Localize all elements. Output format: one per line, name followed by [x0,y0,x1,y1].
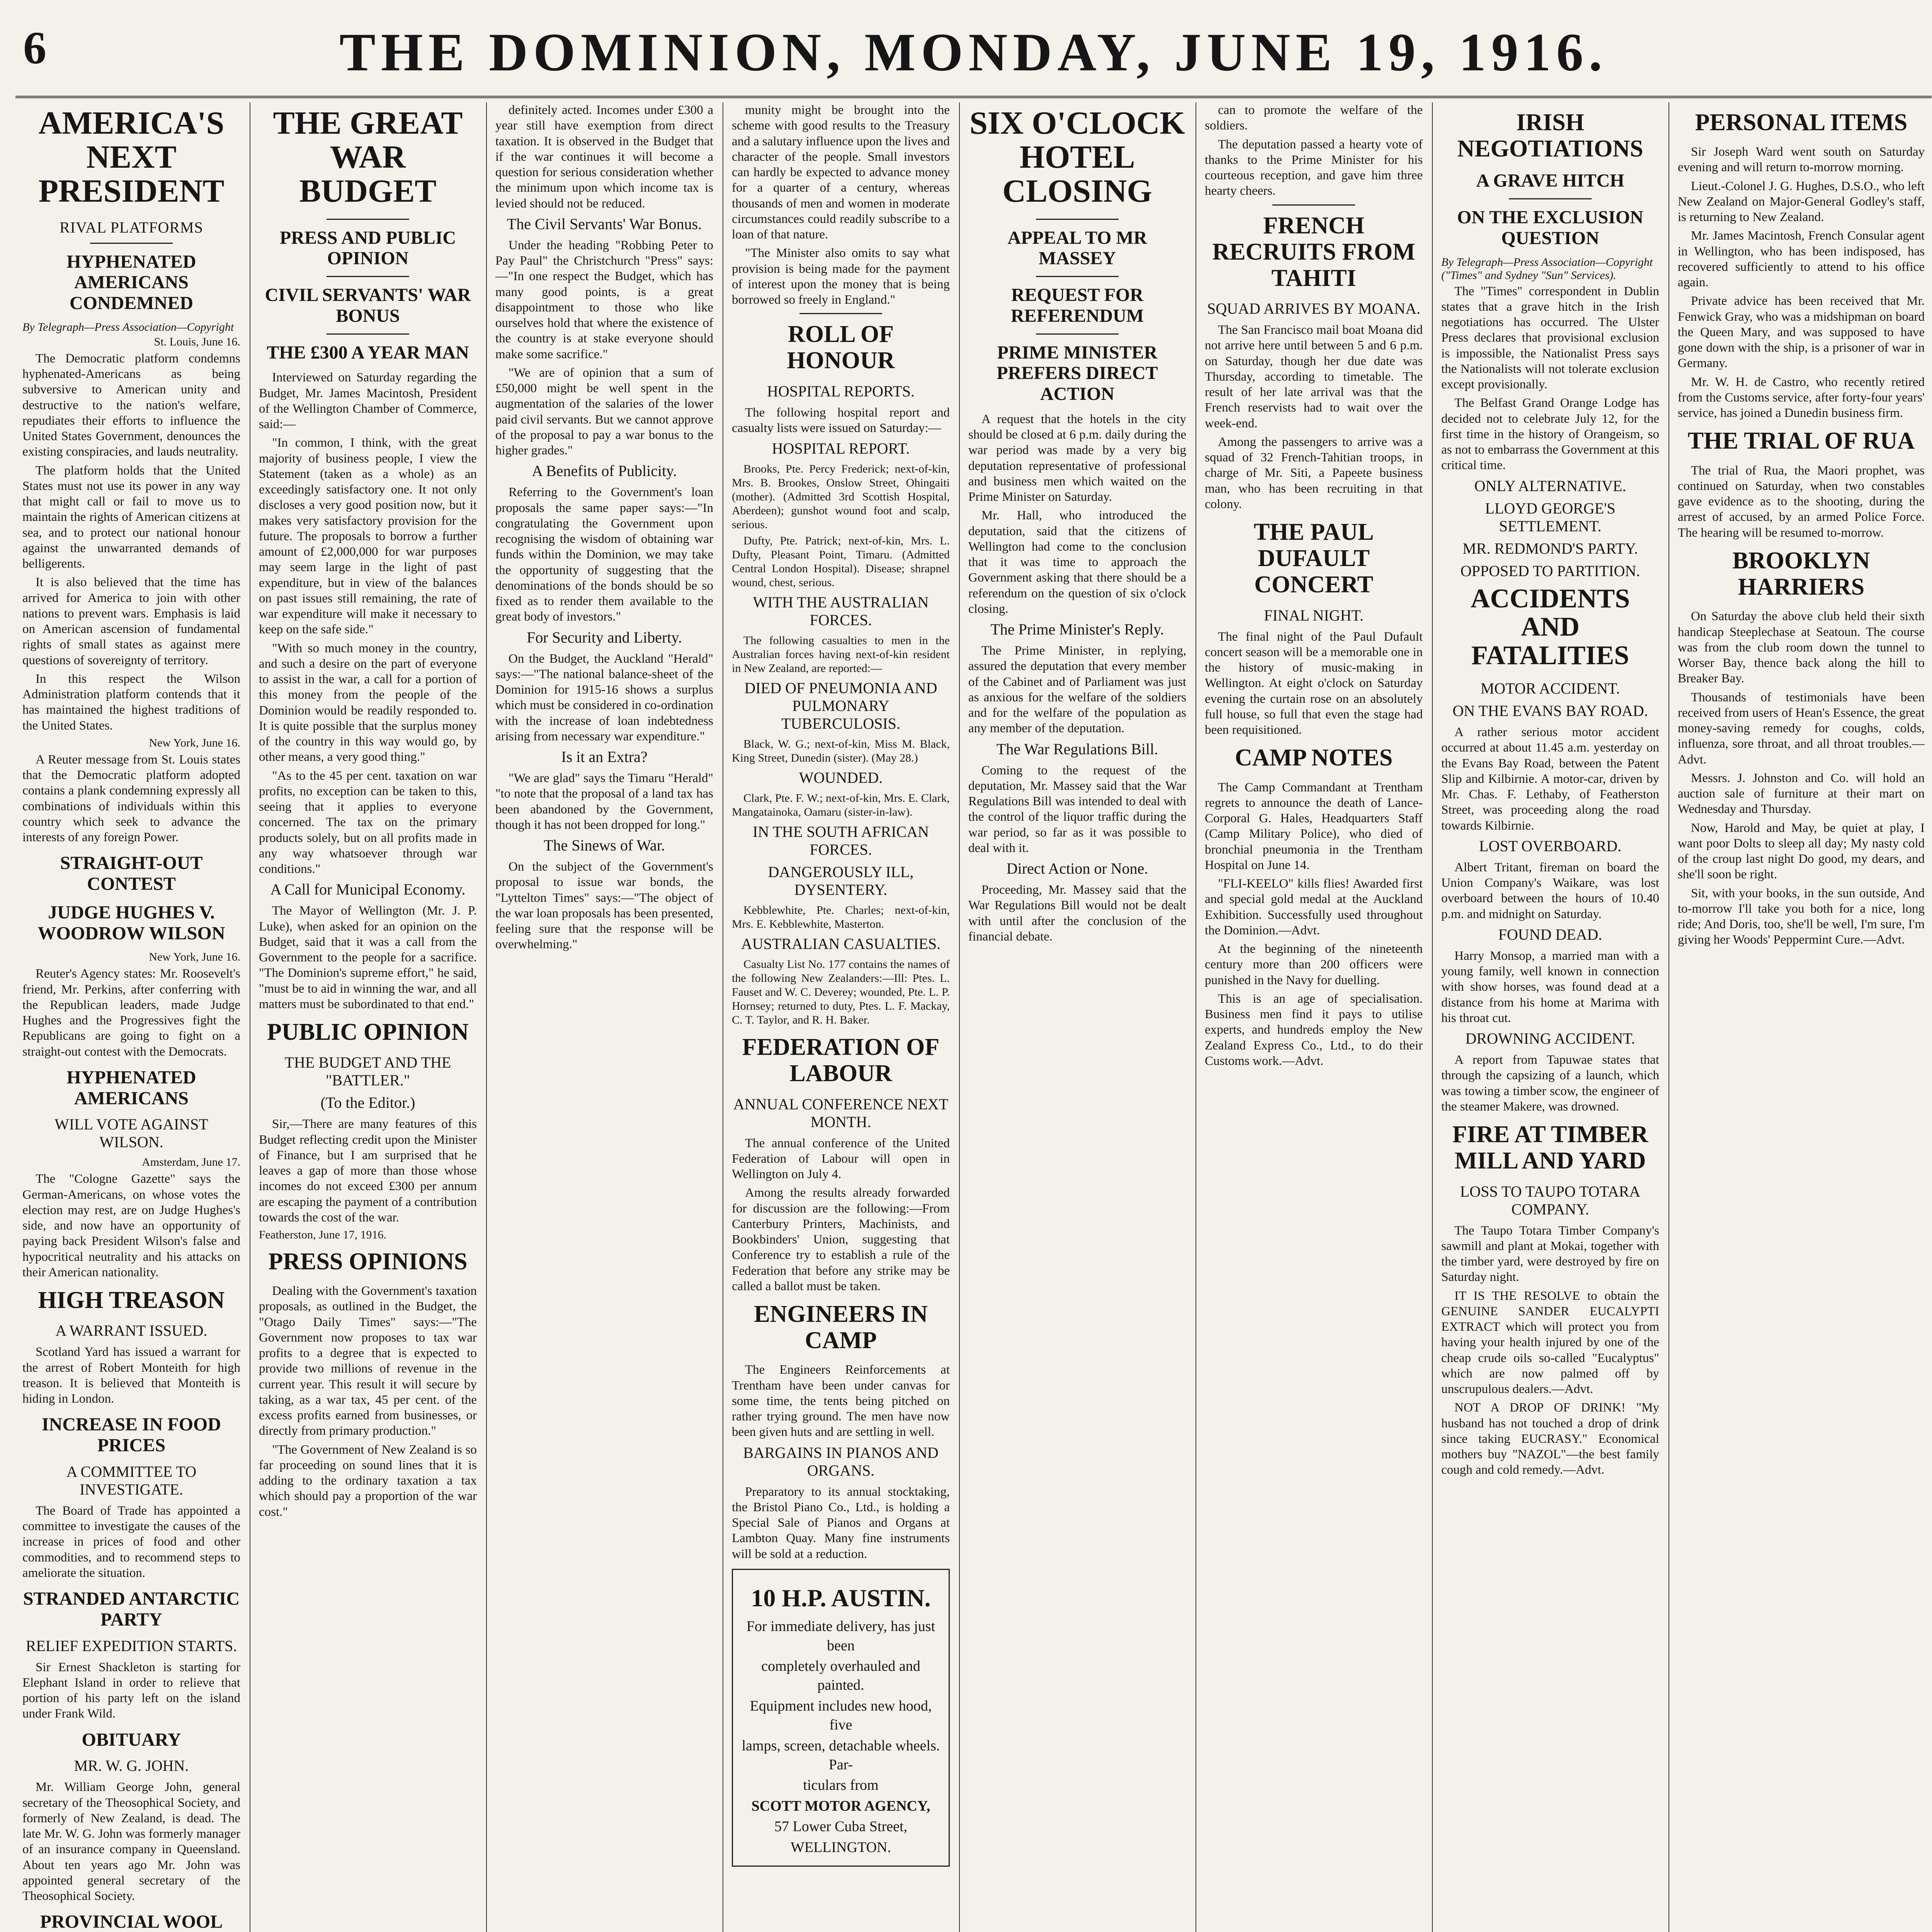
column-8 [1668,102,1932,1932]
advertisement: IT IS THE RESOLVE to obtain the GENUINE SANDER EUCALYPTI EXTRACT which will protect you from having your health injured by one of the cheap crude oils so-called "Eucalyptus" which are now palmed off by unscrupulous dealers.—Advt. [1441,1289,1659,1396]
paragraph: Albert Tritant, fireman on board the Union Company's Waikare, was lost overboard between the hours of 10.40 p.m. and midnight on Saturday. [1441,860,1659,921]
paragraph: Scotland Yard has issued a warrant for the arrest of Robert Monteith for high treason. It is believed that Monteith is hiding in London. [22,1345,240,1406]
paragraph: Mr. James Macintosh, French Consular agent in Wellington, who has been indisposed, has recovered sufficiently to attend to his office again. [1678,229,1925,290]
advertisement: Thousands of testimonials have been received from users of Hean's Essence, the great money-saving remedy for coughs, colds, influenza, sore throat, and all throat troubles.—Advt. [1678,690,1925,767]
paragraph: The Engineers Reinforcements at Trentham have been under canvas for some time, the tents being pitched on rather trying ground. The men have now been given huts and are settling in well. [732,1363,950,1439]
headline: PUBLIC OPINION [267,1019,469,1046]
paragraph: The San Francisco mail boat Moana did not arrive here until between 5 and 6 p.m. on Saturday, though her due date was Thursday, according to timetable. The result of her late arrival was that the French reservists had to wait over the week-end. [1205,323,1423,430]
subhead: The Sinews of War. [544,837,665,854]
headline: HYPHENATED AMERICANS [66,1067,196,1109]
paragraph: Sir Joseph Ward went south on Saturday evening and will return to-morrow morning. [1678,145,1925,175]
paragraph: "In common, I think, with the great majority of business people, I view the Statement (taken as a whole) as an exceedingly satisfactory one. It not only discloses a very good position now, but it makes very satisfactory provision for the future. The proposals to borrow a further amount of £2,000,000 for war purposes may seem large in the light of past expenditure, but in view of the balances on past issues still remaining, the rate of war expenditure will make it necessary to keep on the safe side." [259,436,477,637]
paragraph: Proceeding, Mr. Massey said that the War Regulations Bill would not be dealt with until after the conclusion of the financial debate. [968,883,1186,944]
advert-text: Preparatory to its annual stocktaking, the Bristol Piano Co., Ltd., is holding a Special Sale of Pianos and Organs at Lambton Quay. Many fine instruments will be sold at a reduction. [732,1485,950,1561]
column-1 [13,102,250,1932]
advert-line: lamps, screen, detachable wheels. Par- [742,1737,940,1773]
headline: THE £300 A YEAR MAN [267,342,469,363]
divider [327,276,409,277]
headline-roll-of-honour: ROLL OF HONOUR [787,321,895,374]
subhead: LLOYD GEORGE'S SETTLEMENT. [1485,499,1616,535]
paragraph: Dealing with the Government's taxation proposals, as outlined in the Budget, the "Otago Daily Times" says:—"The Government now proposes to tax war profits to a degree that is expected to provide two millions of revenue in the current year. This result it will secure by taking, as a war tax, 45 per cent. of the excess profits earned from businesses, or directly from primary production." [259,1284,477,1438]
advert-line: 57 Lower Cuba Street, [774,1818,908,1835]
subhead: WILL VOTE AGAINST WILSON. [54,1116,208,1151]
subhead: A COMMITTEE TO INVESTIGATE. [66,1463,197,1498]
paragraph: Lieut.-Colonel J. G. Hughes, D.S.O., who left New Zealand on Major-General Godley's staff, is returning to New Zealand. [1678,179,1925,224]
subhead: A GRAVE HITCH [1476,170,1624,191]
advertisement: This is an age of specialisation. Business men find it pays to utilise experts, and hundreds employ the New Zealand Express Co., Ltd., to do their Customs work.—Advt. [1205,992,1423,1068]
subhead: ANNUAL CONFERENCE NEXT MONTH. [733,1095,949,1131]
advert-heading: BARGAINS IN PIANOS AND ORGANS. [743,1444,939,1479]
subhead: ON THE EVANS BAY ROAD. [1452,702,1648,720]
subhead: AUSTRALIAN CASUALTIES. [741,935,941,953]
paragraph: A report from Tapuwae states that through the capsizing of a launch, which was towing a timber scow, the engineer of the steamer Makere, was drowned. [1441,1053,1659,1114]
paragraph: can to promote the welfare of the soldiers. [1205,103,1423,133]
headline: STRANDED ANTARCTIC PARTY [23,1588,240,1630]
paragraph: Among the results already forwarded for discussion are the following:—From Canterbury Printers, Machinists, and Bookbinders' Union, suggesting that Conference try to establish a rule of the Federation that before any strike may be called a ballot must be taken. [732,1186,950,1293]
headline: CIVIL SERVANTS' WAR BONUS [265,285,471,326]
paragraph: It is also believed that the time has arrived for America to join with other nations to prevent wars. Emphasis is laid on American ascension of fundamental rights of small states as against mere questions of sovereignty of territory. [22,575,240,667]
headline-america-president: AMERICA'S NEXT PRESIDENT [38,105,224,209]
headline: THE PAUL DUFAULT CONCERT [1253,519,1374,598]
headline-irish-negotiations: IRISH NEGOTIATIONS [1457,109,1643,162]
divider [327,219,409,220]
paragraph: The following casualties to men in the Australian forces having next-of-kin resident in New Zealand, are reported:— [732,634,950,675]
headline: BROOKLYN HARRIERS [1732,547,1870,600]
paragraph: Referring to the Government's loan proposals the same paper says:—"In congratulating the Government upon recognising the wisdom of obtaining war funds within the Dominion, we may take the opportunity of suggesting that the denominations of the bonds should be so fixed as to render them available to the great body of investors." [495,485,713,624]
headline: STRAIGHT-OUT CONTEST [60,853,203,895]
headline: ENGINEERS IN CAMP [754,1301,928,1354]
subhead: HOSPITAL REPORT. [772,440,910,457]
advert-line: For immediate delivery, has just been [746,1618,935,1654]
subhead: THE BUDGET AND THE "BATTLER." [284,1054,451,1089]
column-7 [1432,102,1668,1932]
byline: By Telegraph—Press Association—Copyright ("Times" and Sydney "Sun" Services). [1441,255,1653,282]
headline: OBITUARY [82,1729,181,1750]
paragraph: The Belfast Grand Orange Lodge has decided not to celebrate July 12, for the first time in the history of Orangeism, so as not to embarrass the Government at this critical time. [1441,396,1659,473]
subhead: SQUAD ARRIVES BY MOANA. [1207,300,1420,318]
headline: CAMP NOTES [1235,745,1393,771]
paragraph: The Mayor of Wellington (Mr. J. P. Luke), when asked for an opinion on the Budget, said that it was a call from the Government to the people for a sacrifice. "The Dominion's supreme effort," he said, "must be to aid in winning the war, and all matters must be subordinated to that end." [259,904,477,1011]
paragraph: The following hospital report and casualty lists were issued on Saturday:— [732,405,950,435]
subhead: The Prime Minister's Reply. [990,621,1164,638]
subhead: Direct Action or None. [1006,860,1148,878]
column-2 [250,102,486,1932]
paragraph: Under the heading "Robbing Peter to Pay Paul" the Christchurch "Press" says:—"In one respect the Budget, which has many good points, is a great disappointment to those who like ourselves hold that where the existence of the country is at stake everyone should make some sacrifice." [495,238,713,361]
column-3 [486,102,723,1932]
paragraph: Sir Ernest Shackleton is starting for Elephant Island in order to relieve that portion of his party left on the island under Frank Wild. [22,1660,240,1721]
subhead: MR. W. G. JOHN. [74,1757,189,1775]
advert-line: WELLINGTON. [791,1839,891,1855]
paragraph: "The Minister also omits to say what provision is being made for the payment of interest upon the money that is being borrowed so freely in England." [732,246,950,307]
paragraph: Casualty List No. 177 contains the names of the following New Zealanders:—Ill: Ptes. L. Fauset and W. C. Deverey; wounded, Pte. L. P. Hornsey; returned to duty, Ptes. L. F. Mackay, C. T. Taylor, and R. H. Baker. [732,958,950,1027]
headline: FEDERATION OF LABOUR [742,1034,940,1087]
paragraph: The platform holds that the United States must not use its power in any way that might call or fail to move us to maintain the rights of American citizens at sea, and to protect our national honour against the unwarranted demands of belligerents. [22,463,240,571]
advert-line: SCOTT MOTOR AGENCY, [751,1798,930,1814]
column-4 [723,102,959,1932]
casualty-entry: Black, W. G.; next-of-kin, Miss M. Black, King Street, Dunedin (sister). (May 28.) [732,738,950,765]
headline: HYPHENATED AMERICANS CONDEMNED [66,251,196,314]
byline: By Telegraph—Press Association—Copyright [22,320,234,333]
paragraph: A request that the hotels in the city should be closed at 6 p.m. daily during the war period was made by a very big deputation representative of professional and business men which waited on the Prime Minister on Saturday. [968,412,1186,504]
headline: THE TRIAL OF RUA [1687,428,1915,454]
paragraph: Mr. Hall, who introduced the deputation, said that the citizens of Wellington had come to the conclusion that it was time to approach the Government asking that there should be a referendum on the question of six o'clock closing. [968,509,1186,616]
paragraph: A rather serious motor accident occurred at about 11.45 a.m. yesterday on the Evans Bay Road, between the Patent Slip and Kilbirnie. A motor-car, driven by Mr. Chas. F. Lethaby, of Featherston Street, was proceeding along the road towards Kilbirnie. [1441,725,1659,833]
advertisement: "FLI-KEELO" kills flies! Awarded first and special gold medal at the Auckland Exhibition. Successfully used throughout the Dominion.—Advt. [1205,877,1423,937]
paragraph: The Board of Trade has appointed a committee to investigate the causes of the increase in prices of food and other commodities, and to recommend steps to ameliorate the situation. [22,1503,240,1580]
masthead-rule [15,96,1932,98]
subhead: For Security and Liberty. [527,628,682,646]
paragraph: Among the passengers to arrive was a squad of 32 French-Tahitian troops, in charge of Mr. Siti, a Papeete business man, who has been recruiting in that colony. [1205,435,1423,511]
paragraph: definitely acted. Incomes under £300 a year still have exemption from direct taxation. It is observed in the Budget that if the war continues it will become a question for serious consideration whether the minimum upon which income tax is levied should not be reduced. [495,103,713,211]
divider [1509,198,1592,199]
letter-paragraph: Sir,—There are many features of this Budget reflecting credit upon the Minister of Finance, but I am surprised that he leaves a gap of more than those whose incomes do not exceed £300 per annum are escaping the payment of a contribution towards the cost of the war. [259,1117,477,1225]
divider [1036,333,1119,335]
page-number: 6 [23,22,46,73]
subhead: The War Regulations Bill. [996,740,1158,758]
advert-line: ticulars from [803,1777,879,1794]
subhead: FINAL NIGHT. [1264,606,1364,624]
subhead: MR. REDMOND'S PARTY. [1463,539,1638,557]
divider [1272,204,1355,206]
headline: PRESS OPINIONS [268,1248,468,1275]
headline-french-recruits: FRENCH RECRUITS FROM TAHITI [1212,212,1415,291]
paragraph: The Democratic platform condemns hyphenated-Americans as being subversive to American unity and destructive to the nation's welfare, repudiates their efforts to influence the United States Government, denounces the existing conspiracies, and lauds neutrality. [22,351,240,459]
dateline: New York, June 16. [149,951,240,964]
headline: INCREASE IN FOOD PRICES [41,1414,221,1456]
advert-title: 10 H.P. AUSTIN. [751,1584,931,1612]
advert-line: Equipment includes new hood, five [750,1697,932,1733]
paragraph: Harry Monsop, a married man with a young family, well known in connection with show horses, was found dead at a distance from his home at Marima with his throat cut. [1441,949,1659,1025]
casualty-entry: Kebblewhite, Pte. Charles; next-of-kin, Mrs. E. Kebblewhite, Masterton. [732,904,950,931]
subhead: FOUND DEAD. [1498,925,1602,943]
headline: HIGH TREASON [38,1287,225,1314]
subhead: DIED OF PNEUMONIA AND PULMONARY TUBERCULOSIS. [744,679,937,733]
paragraph: The "Cologne Gazette" says the German-Americans, on whose votes the election may rest, are on Judge Hughes's side, and now have an opportunity of paying back President Wilson's false and hypocritical neutrality and his attacks on their American nationality. [22,1172,240,1279]
paragraph: The final night of the Paul Dufault concert season will be a memorable one in the history of music-making in Wellington. At eight o'clock on Saturday evening the curtain rose on an absolutely full house, so full that even the stage had been requisitioned. [1205,629,1423,737]
paragraph: Mr. William George John, general secretary of the Theosophical Society, and formerly of New Zealand, is dead. The late Mr. W. G. John was formerly manager of an insurance company in Queensland. About ten years ago Mr. John was appointed general secretary of the Theosophical Society. [22,1780,240,1903]
car-advertisement [732,1569,950,1867]
subhead: MOTOR ACCIDENT. [1480,680,1620,697]
signature-line: Featherston, June 17, 1916. [259,1228,386,1241]
divider [799,313,882,314]
divider [327,333,409,335]
subhead: DROWNING ACCIDENT. [1465,1030,1635,1048]
headline-personal-items: PERSONAL ITEMS [1695,109,1908,136]
headline: JUDGE HUGHES V. WOODROW WILSON [37,902,225,944]
casualty-entry: Brooks, Pte. Percy Frederick; next-of-kin, Mrs. B. Brookes, Onslow Street, Ohingaiti (mother). (Admitted 3rd Scottish Hospital, Aberdeen); gunshot wound foot and scalp, serious. [732,463,950,531]
paragraph: "We are of opinion that a sum of £50,000 might be well spent in the augmentation of the salaries of the lower paid civil servants. But we cannot approve of the proposal to pay a war bonus to the higher grades." [495,366,713,457]
subhead: The Civil Servants' War Bonus. [507,215,702,233]
subhead: HOSPITAL REPORTS. [767,382,915,400]
subhead: OPPOSED TO PARTITION. [1460,562,1640,580]
divider [1036,276,1119,277]
casualty-entry: Dufty, Pte. Patrick; next-of-kin, Mrs. L. Dufty, Pleasant Point, Timaru. (Admitted Central London Hospital). Disease; shrapnel wound, chest, serious. [732,534,950,589]
paragraph: "With so much money in the country, and such a desire on the part of everyone to assist in the war, a call for a portion of this money from the people of the Dominion would be readily responded to. It is quite possible that the surplus money of the country in this way would go, by other means, a very good thing." [259,641,477,764]
headline: PRIME MINISTER PREFERS DIRECT ACTION [997,342,1158,405]
casualty-entry: Clark, Pte. F. W.; next-of-kin, Mrs. E. Clark, Mangatainoka, Oamaru (sister-in-law). [732,792,950,819]
subhead: RELIEF EXPEDITION STARTS. [26,1637,237,1655]
headline-six-oclock-closing: SIX O'CLOCK HOTEL CLOSING [969,105,1185,209]
paragraph: The "Times" correspondent in Dublin states that a grave hitch in the Irish negotiations has occurred. The Ulster Press declares that provisional exclusion is impossible, the Nationalist Press says the Nationalists will not tolerate exclusion except provisionally. [1441,284,1659,392]
paragraph: The Prime Minister, in replying, assured the deputation that every member of the Cabinet and of Parliament was just as anxious for the welfare of the soldiers and for the welfare of the population as any member of the deputation. [968,644,1186,736]
column-5 [959,102,1196,1932]
headline: ACCIDENTS AND FATALITIES [1470,583,1630,670]
advertisement: NOT A DROP OF DRINK! "My husband has not touched a drop of drink since taking EUCRASY." Economical mothers buy "NAZOL"—the best family cough and cold remedy.—Advt. [1441,1401,1659,1477]
subhead: RIVAL PLATFORMS [60,218,203,236]
masthead [15,21,1932,95]
subhead: A Call for Municipal Economy. [270,881,466,898]
newspaper-title: THE DOMINION, MONDAY, JUNE 19, 1916. [339,22,1608,82]
paragraph: "The Government of New Zealand is so far proceeding on sound lines that it is adding to the ordinary taxation a tax which should pay a proportion of the war cost." [259,1442,477,1519]
subhead: Is it an Extra? [561,748,648,765]
paragraph: In this respect the Wilson Administration platform contends that it has maintained the highest traditions of the United States. [22,672,240,733]
paragraph: On Saturday the above club held their sixth handicap Steeplechase at Seatoun. The course was from the club room down the tunnel to Worser Bay, thence back along the hill to Breaker Bay. [1678,609,1925,686]
paragraph: On the subject of the Government's proposal to issue war bonds, the "Lyttelton Times" says:—"The object of the war loan proposals has been presented, feeling sure that the response will be overwhelming." [495,860,713,952]
divider [1036,219,1119,220]
subhead: A Benefits of Publicity. [532,462,677,480]
paragraph: munity might be brought into the scheme with good results to the Treasury and a salutary influence upon the lives and character of the people. Small investors can hardly be expected to advance money for a quarter of a century, whereas thousands of men and women in moderate circumstances could readily subscribe to a loan of that nature. [732,103,950,242]
paragraph: The deputation passed a hearty vote of thanks to the Prime Minister for his courteous reception, and gave him three hearty cheers. [1205,137,1423,198]
paragraph: Messrs. J. Johnston and Co. will hold an auction sale of furniture at their mart on Wednesday and Thursday. [1678,771,1925,816]
subhead: IN THE SOUTH AFRICAN FORCES. [753,823,929,859]
subhead: LOSS TO TAUPO TOTARA COMPANY. [1460,1182,1641,1218]
advert-line: completely overhauled and painted. [761,1658,920,1694]
headline: ON THE EXCLUSION QUESTION [1457,207,1643,248]
subhead: WITH THE AUSTRALIAN FORCES. [753,594,929,629]
headline: PROVINCIAL WOOL [40,1912,223,1932]
subhead: ONLY ALTERNATIVE. [1474,477,1626,495]
paragraph: The trial of Rua, the Maori prophet, was continued on Saturday, when two constables gave evidence as to the shooting, during the arrest of accused, by an armed Police Force. The hearing will be resumed to-morrow. [1678,463,1925,540]
headline-great-war-budget: THE GREAT WAR BUDGET [273,105,463,209]
headline: REQUEST FOR REFERENDUM [1011,285,1144,326]
paragraph: A Reuter message from St. Louis states that the Democratic platform adopted contains a plank condemning expressly all combinations of individuals within this country which seek to advance the interests of any foreign Power. [22,752,240,845]
subhead: WOUNDED. [799,769,883,787]
advertisement: Sit, with your books, in the sun outside, And to-morrow I'll take you both for a nice, long ride; And Doris, too, she'll be well, I'm sure, I'm giving her Woods' Peppermint Cure.—Advt. [1678,886,1925,947]
paragraph: The annual conference of the United Federation of Labour will open in Wellington on July 4. [732,1136,950,1181]
subhead: DANGEROUSLY ILL, DYSENTERY. [768,863,914,899]
paragraph: "We are glad" says the Timaru "Herald" "to note that the proposal of a land tax has been abandoned by the Government, though it has not been dropped for long." [495,771,713,832]
paragraph: "As to the 45 per cent. taxation on war profits, no exception can be taken to this, seeing that it applies to everyone concerned. The tax on the primary products solely, but on all profits made in any way whatsoever through war conditions." [259,769,477,876]
subhead: A WARRANT ISSUED. [55,1322,207,1340]
column-6 [1196,102,1432,1932]
paragraph: At the beginning of the nineteenth century more than 200 officers were punished in the Navy for duelling. [1205,942,1423,987]
paragraph: The Taupo Totara Timber Company's sawmill and plant at Mokai, together with the timber yard, were destroyed by fire on Saturday night. [1441,1223,1659,1284]
subhead: (To the Editor.) [320,1094,415,1112]
advertisement: Now, Harold and May, be quiet at play, I want poor Dolts to sleep all day; My nasty cold of the croup last night Do good, my dears, and she'll soon be right. [1678,821,1925,882]
paragraph: The Camp Commandant at Trentham regrets to announce the death of Lance-Corporal G. Hales, Headquarters Staff (Camp Military Police), who died of bronchial pneumonia in the Trentham Hospital on June 14. [1205,780,1423,872]
dateline: St. Louis, June 16. [154,335,240,348]
headline: FIRE AT TIMBER MILL AND YARD [1452,1121,1648,1174]
subhead: LOST OVERBOARD. [1479,837,1622,855]
paragraph: Interviewed on Saturday regarding the Budget, Mr. James Macintosh, President of the Wellington Chamber of Commerce, said:— [259,371,477,432]
headline: APPEAL TO MR MASSEY [1007,227,1147,269]
paragraph: Mr. W. H. de Castro, who recently retired from the Customs service, after forty-four years' service, has joined a Dunedin business firm. [1678,375,1925,420]
paragraph: On the Budget, the Auckland "Herald" says:—"The national balance-sheet of the Dominion for 1915-16 shows a surplus which must be considered in co-ordination with the increase of loan indebtedness arising from necessary war expenditure." [495,651,713,743]
dateline: Amsterdam, June 17. [142,1156,240,1169]
headline: PRESS AND PUBLIC OPINION [279,227,456,269]
paragraph: Reuter's Agency states: Mr. Roosevelt's friend, Mr. Perkins, after conferring with the Republican leaders, made Judge Hughes and the Progressives fight the Republicans are going to fight on a straight-out contest with the Democrats. [22,967,240,1059]
paragraph: Private advice has been received that Mr. Fenwick Gray, who was a midshipman on board the Queen Mary, and was supposed to have gone down with the ship, is a prisoner of war in Germany. [1678,294,1925,371]
divider [90,243,173,244]
paragraph: Coming to the request of the deputation, Mr. Massey said that the War Regulations Bill was intended to deal with the control of the liquor traffic during the war period, so far as it was possible to deal with it. [968,763,1186,855]
dateline: New York, June 16. [149,736,240,749]
